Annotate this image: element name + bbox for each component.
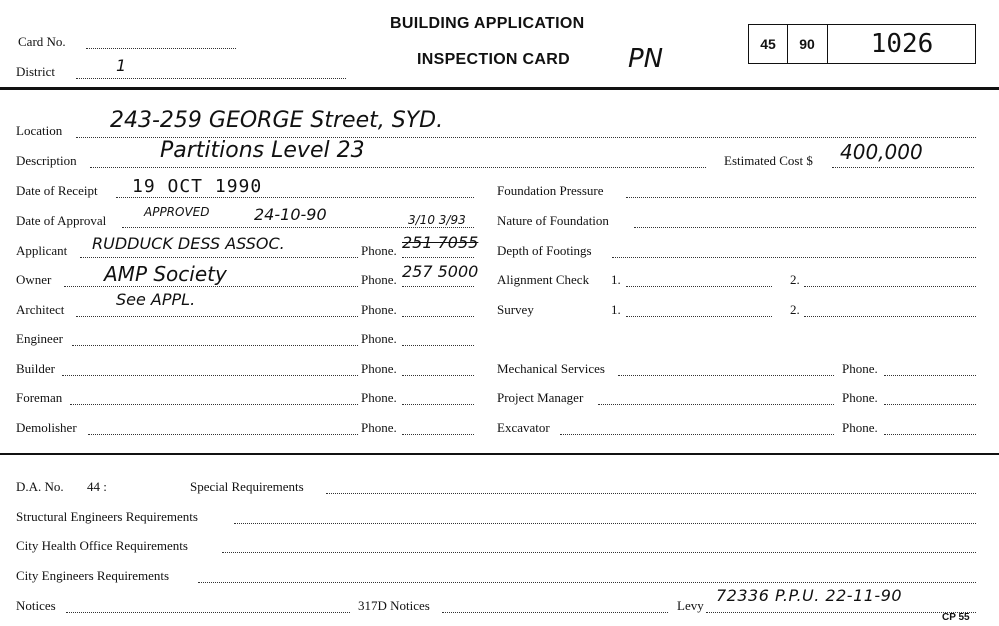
notices-label: Notices	[16, 598, 56, 613]
date-of-approval-line	[122, 227, 474, 228]
engineer-phone-line	[402, 345, 474, 346]
notices-line	[66, 612, 350, 613]
architect-line	[76, 316, 358, 317]
builder-phone-line	[402, 375, 474, 376]
builder-label: Builder	[16, 361, 55, 376]
nature-of-foundation-label: Nature of Foundation	[497, 213, 609, 228]
special-requirements-label: Special Requirements	[190, 479, 304, 494]
district-line	[76, 78, 346, 79]
owner-phone-line	[402, 286, 474, 287]
demolisher-line	[88, 434, 358, 435]
engineer-label: Engineer	[16, 331, 63, 346]
approval-date-value: 24-10-90	[254, 205, 327, 224]
location-value: 243-259 GEORGE Street, SYD.	[110, 108, 444, 133]
foreman-label: Foreman	[16, 390, 63, 405]
card-number-box	[748, 24, 976, 64]
applicant-phone-line	[402, 257, 474, 258]
da-no-label: D.A. No.	[16, 479, 64, 494]
survey-label: Survey	[497, 302, 534, 317]
demolisher-label: Demolisher	[16, 420, 77, 435]
section-divider	[0, 453, 999, 455]
card-box-c: 1026	[870, 29, 934, 59]
project-manager-label: Project Manager	[497, 390, 584, 405]
estimated-cost-value: 400,000	[840, 140, 923, 164]
depth-of-footings-line	[612, 257, 976, 258]
description-line	[90, 167, 706, 168]
structural-engineers-label: Structural Engineers Requirements	[16, 509, 198, 524]
foundation-pressure-line	[626, 197, 976, 198]
builder-line	[62, 375, 358, 376]
foundation-pressure-label: Foundation Pressure	[497, 183, 604, 198]
levy-line	[706, 612, 976, 613]
architect-phone-line	[402, 316, 474, 317]
date-of-approval-label: Date of Approval	[16, 213, 107, 228]
alignment-check-2-label: 2.	[790, 272, 800, 287]
survey-1-line	[626, 316, 772, 317]
city-engineers-label: City Engineers Requirements	[16, 568, 170, 583]
description-label: Description	[16, 153, 77, 168]
date-of-receipt-line	[116, 197, 474, 198]
excavator-line	[560, 434, 834, 435]
applicant-value: RUDDUCK DESS ASSOC.	[92, 234, 285, 253]
project-manager-line	[598, 404, 834, 405]
survey-2-line	[804, 316, 976, 317]
architect-label: Architect	[16, 302, 65, 317]
da-no-value: 44 :	[87, 479, 107, 494]
owner-label: Owner	[16, 272, 52, 287]
city-health-label: City Health Office Requirements	[16, 538, 188, 553]
levy-value: 72336 P.P.U. 22-11-90	[716, 586, 903, 605]
demolisher-phone-label: Phone.	[361, 420, 397, 435]
mechanical-services-phone-label: Phone.	[842, 361, 878, 376]
card-box-b: 90	[787, 25, 828, 63]
excavator-label: Excavator	[497, 420, 550, 435]
depth-of-footings-label: Depth of Footings	[497, 243, 592, 258]
survey-1-label: 1.	[611, 302, 621, 317]
structural-engineers-line	[234, 523, 976, 524]
location-label: Location	[16, 123, 63, 138]
owner-line	[64, 286, 358, 287]
architect-value: See APPL.	[116, 290, 196, 309]
alignment-check-1-line	[626, 286, 772, 287]
estimated-cost-label: Estimated Cost $	[724, 153, 813, 168]
initials-signature: PN	[628, 44, 664, 74]
form-title-line1: BUILDING APPLICATION	[390, 15, 585, 32]
foreman-line	[70, 404, 358, 405]
demolisher-phone-line	[402, 434, 474, 435]
card-no-line	[86, 48, 236, 49]
owner-phone-value: 257 5000	[402, 262, 479, 281]
description-value: Partitions Level 23	[160, 138, 365, 163]
approval-note-value: 3/10 3/93	[408, 213, 466, 227]
owner-value: AMP Society	[104, 262, 227, 286]
architect-phone-label: Phone.	[361, 302, 397, 317]
alignment-check-2-line	[804, 286, 976, 287]
header-divider	[0, 87, 999, 90]
foreman-phone-line	[402, 404, 474, 405]
excavator-phone-line	[884, 434, 976, 435]
card-box-a: 45	[749, 25, 788, 63]
district-label: District	[16, 64, 55, 79]
date-of-receipt-label: Date of Receipt	[16, 183, 98, 198]
levy-label: Levy	[677, 598, 704, 613]
notices-317d-line	[442, 612, 668, 613]
alignment-check-label: Alignment Check	[497, 272, 590, 287]
city-health-line	[222, 552, 976, 553]
applicant-line	[80, 257, 358, 258]
mechanical-services-phone-line	[884, 375, 976, 376]
survey-2-label: 2.	[790, 302, 800, 317]
district-value: 1	[116, 56, 127, 75]
notices-317d-label: 317D Notices	[358, 598, 430, 613]
date-of-receipt-stamp: 19 OCT 1990	[132, 176, 263, 197]
foreman-phone-label: Phone.	[361, 390, 397, 405]
mechanical-services-line	[618, 375, 834, 376]
approved-text: APPROVED	[144, 205, 210, 219]
alignment-check-1-label: 1.	[611, 272, 621, 287]
project-manager-phone-label: Phone.	[842, 390, 878, 405]
excavator-phone-label: Phone.	[842, 420, 878, 435]
owner-phone-label: Phone.	[361, 272, 397, 287]
applicant-label: Applicant	[16, 243, 68, 258]
mechanical-services-label: Mechanical Services	[497, 361, 605, 376]
form-code: CP 55	[942, 612, 970, 623]
nature-of-foundation-line	[634, 227, 976, 228]
form-title-line2: INSPECTION CARD	[417, 51, 570, 68]
engineer-phone-label: Phone.	[361, 331, 397, 346]
city-engineers-line	[198, 582, 976, 583]
builder-phone-label: Phone.	[361, 361, 397, 376]
card-no-label: Card No.	[18, 34, 66, 49]
engineer-line	[72, 345, 358, 346]
estimated-cost-line	[832, 167, 974, 168]
applicant-phone-label: Phone.	[361, 243, 397, 258]
applicant-phone-value: 251 7055	[402, 233, 479, 252]
project-manager-phone-line	[884, 404, 976, 405]
special-requirements-line	[326, 493, 976, 494]
